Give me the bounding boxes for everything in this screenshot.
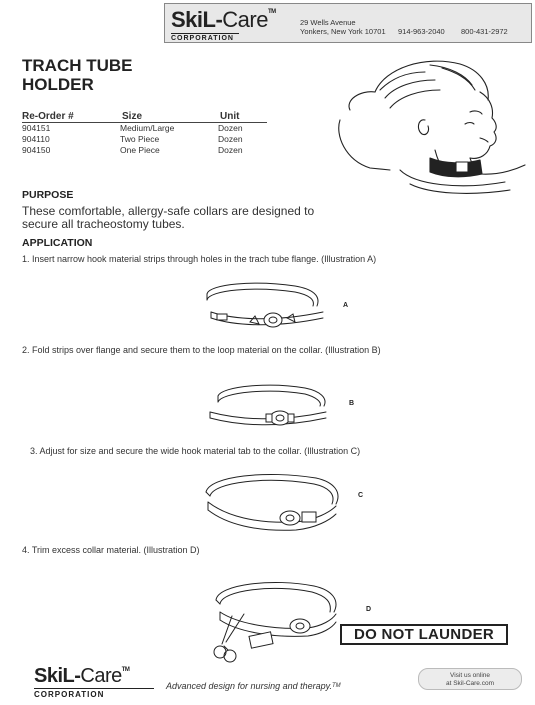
- cell-unit: Dozen: [218, 134, 243, 144]
- illustration-a-label: A: [343, 302, 349, 309]
- illustration-a: [195, 276, 330, 338]
- step-1: 1. Insert narrow hook material strips through holes in the trach tube flange. (Illustration A): [22, 254, 377, 264]
- illustration-b: [200, 376, 335, 431]
- step-2: 2. Fold strips over flange and secure them to the loop material on the collar. (Illustration B): [22, 345, 381, 355]
- website-badge: [418, 668, 522, 690]
- purpose-heading: PURPOSE: [22, 189, 74, 201]
- footer-logo-tm: TM: [121, 667, 130, 673]
- application-heading: APPLICATION: [22, 237, 93, 249]
- illustration-d: [204, 570, 344, 668]
- phone-tollfree: 800-431-2972: [461, 27, 508, 36]
- table-row: [22, 145, 262, 156]
- table-row: [22, 134, 262, 145]
- footer-logo-corporation: CORPORATION: [34, 688, 154, 699]
- illustration-b-label: B: [349, 400, 355, 407]
- title-line1: TRACH TUBE: [22, 56, 133, 75]
- table-header-row: [22, 111, 267, 123]
- web-line1: Visit us online: [450, 672, 490, 679]
- tagline-tm: TM: [331, 683, 341, 689]
- company-logo: [171, 7, 276, 42]
- address-line2: Yonkers, New York 10701: [300, 27, 386, 36]
- tagline-text: Advanced design for nursing and therapy.: [166, 681, 332, 691]
- col-header-unit: Unit: [220, 111, 240, 122]
- cell-reorder: 904110: [22, 134, 50, 144]
- illustration-d-label: D: [366, 606, 372, 613]
- cell-size: Medium/Large: [120, 123, 175, 133]
- footer-logo: [34, 665, 154, 699]
- header-box: [164, 3, 532, 43]
- col-header-size: Size: [122, 111, 143, 122]
- tagline: [166, 681, 341, 691]
- cell-unit: Dozen: [218, 123, 243, 133]
- web-line2: at Skil-Care.com: [445, 680, 495, 687]
- logo-care: Care: [222, 7, 268, 32]
- illustration-c-label: C: [358, 492, 364, 499]
- step-3: 3. Adjust for size and secure the wide hook material tab to the collar. (Illustration C): [30, 446, 361, 456]
- step-4: 4. Trim excess collar material. (Illustration D): [22, 545, 200, 555]
- cell-reorder: 904151: [22, 123, 51, 133]
- cell-size: One Piece: [120, 145, 160, 155]
- order-table: [22, 111, 262, 156]
- logo-tm: TM: [267, 9, 276, 15]
- logo-main: SkiL-: [171, 7, 223, 32]
- title-line2: HOLDER: [22, 75, 94, 94]
- cell-unit: Dozen: [218, 145, 243, 155]
- address-line1: 29 Wells Avenue: [300, 18, 356, 27]
- page-title: [22, 56, 133, 94]
- col-header-reorder: Re-Order #: [22, 111, 74, 122]
- do-not-launder-warning: DO NOT LAUNDER: [340, 624, 508, 645]
- footer-logo-care: Care: [80, 665, 122, 687]
- patient-illustration: [330, 50, 530, 200]
- cell-size: Two Piece: [120, 134, 160, 144]
- logo-corporation: CORPORATION: [171, 33, 239, 42]
- table-row: [22, 123, 262, 134]
- address: [300, 18, 386, 36]
- purpose-text: These comfortable, allergy-safe collars are designed to secure all tracheostomy tubes.: [22, 204, 315, 231]
- phone-local: 914-963-2040: [398, 27, 445, 36]
- footer-logo-main: SkiL-: [34, 665, 81, 687]
- illustration-c: [196, 466, 346, 538]
- cell-reorder: 904150: [22, 145, 51, 155]
